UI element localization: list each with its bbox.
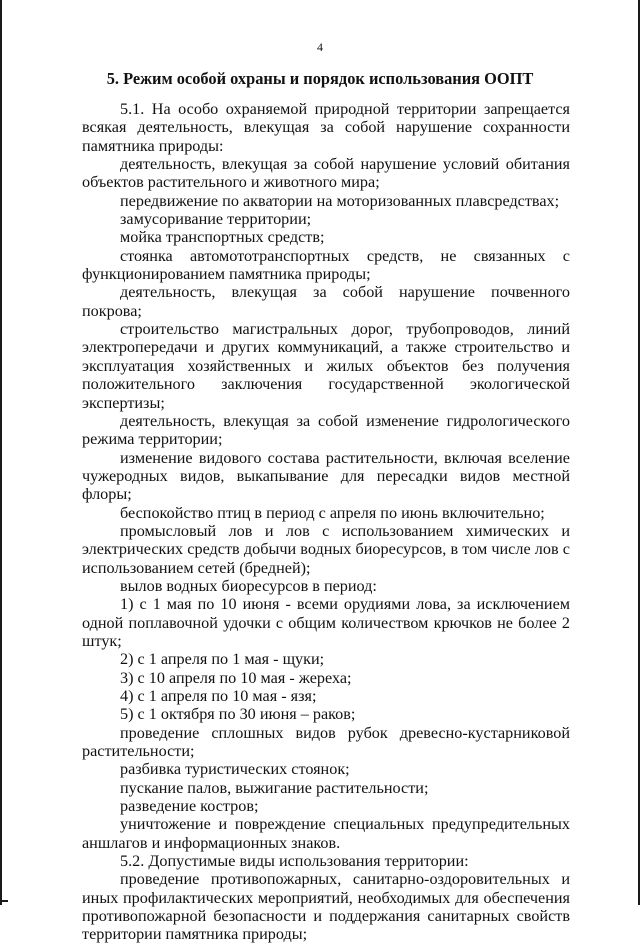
paragraph: разбивка туристических стоянок; [120, 760, 350, 779]
paragraph: 5) с 1 октября по 30 июня – раков; [120, 705, 356, 724]
paragraph: мойка транспортных средств; [120, 228, 325, 247]
paragraph: деятельность, влекущая за собой изменение гидрологического режима территории; [82, 411, 570, 449]
section-heading: 5. Режим особой охраны и порядок использования ООПТ [106, 69, 534, 88]
paragraph: беспокойство птиц в период с апреля по июнь включительно; [120, 503, 545, 522]
paragraph: 2) с 1 апреля по 1 мая - щуки; [120, 650, 325, 669]
paragraph: уничтожение и повреждение специальных предупредительных аншлагов и информационных знаков. [82, 815, 570, 852]
paragraph: передвижение по акватории на моторизованных плавсредствах; [120, 191, 560, 210]
paragraph: проведение противопожарных, санитарно-оздоровительных и иных профилактических мероприятий, необходимых для обеспечения противопожарной безопасности и поддержания санитарных свойств территории памятника природы; [82, 870, 570, 944]
paragraph: проведение сплошных видов рубок древесно-кустарниковой растительности; [82, 723, 570, 761]
document-body [82, 100, 570, 944]
paragraph: деятельность, влекущая за собой нарушение условий обитания объектов растительного и животного мира; [82, 155, 570, 192]
paragraph: деятельность, влекущая за собой нарушение почвенного покрова; [82, 283, 570, 320]
paragraph: стоянка автомототранспортных средств, не связанных с функционированием памятника природы; [82, 246, 570, 284]
page-number: 4 [317, 40, 323, 54]
paragraph: вылов водных биоресурсов в период: [120, 576, 377, 595]
paragraph: изменение видового состава растительности, включая вселение чужеродных видов, выкапывание для пересадки видов местной флоры; [82, 448, 570, 504]
scan-corner-mark [0, 900, 8, 902]
paragraph: промысловый лов и лов с использованием химических и электрических средств добычи водных биоресурсов, в том числе лов с использованием сетей (бредней); [82, 521, 570, 577]
paragraph: пускание палов, выжигание растительности; [120, 778, 429, 797]
paragraph: 1) с 1 мая по 10 июня - всеми орудиями лова, за исключением одной поплавочной удочки с общим количеством крючков не более 2 штук; [82, 595, 570, 650]
scan-edge-left [0, 0, 2, 905]
paragraph: 5.2. Допустимые виды использования территории: [120, 852, 469, 871]
paragraph: разведение костров; [120, 797, 259, 816]
paragraph: 5.1. На особо охраняемой природной территории запрещается всякая деятельность, влекущая за собой нарушение сохранности памятника природы: [82, 100, 570, 155]
paragraph: строительство магистральных дорог, трубопроводов, линий электропередачи и других коммуникаций, а также строительство и эксплуатация хозяйственных и жилых объектов без получения положительного заключения государственной экологической экспертизы; [82, 320, 570, 412]
paragraph: 3) с 10 апреля по 10 мая - жереха; [120, 668, 352, 687]
paragraph: 4) с 1 апреля по 10 мая - язя; [120, 687, 317, 705]
paragraph: замусоривание территории; [120, 210, 312, 229]
